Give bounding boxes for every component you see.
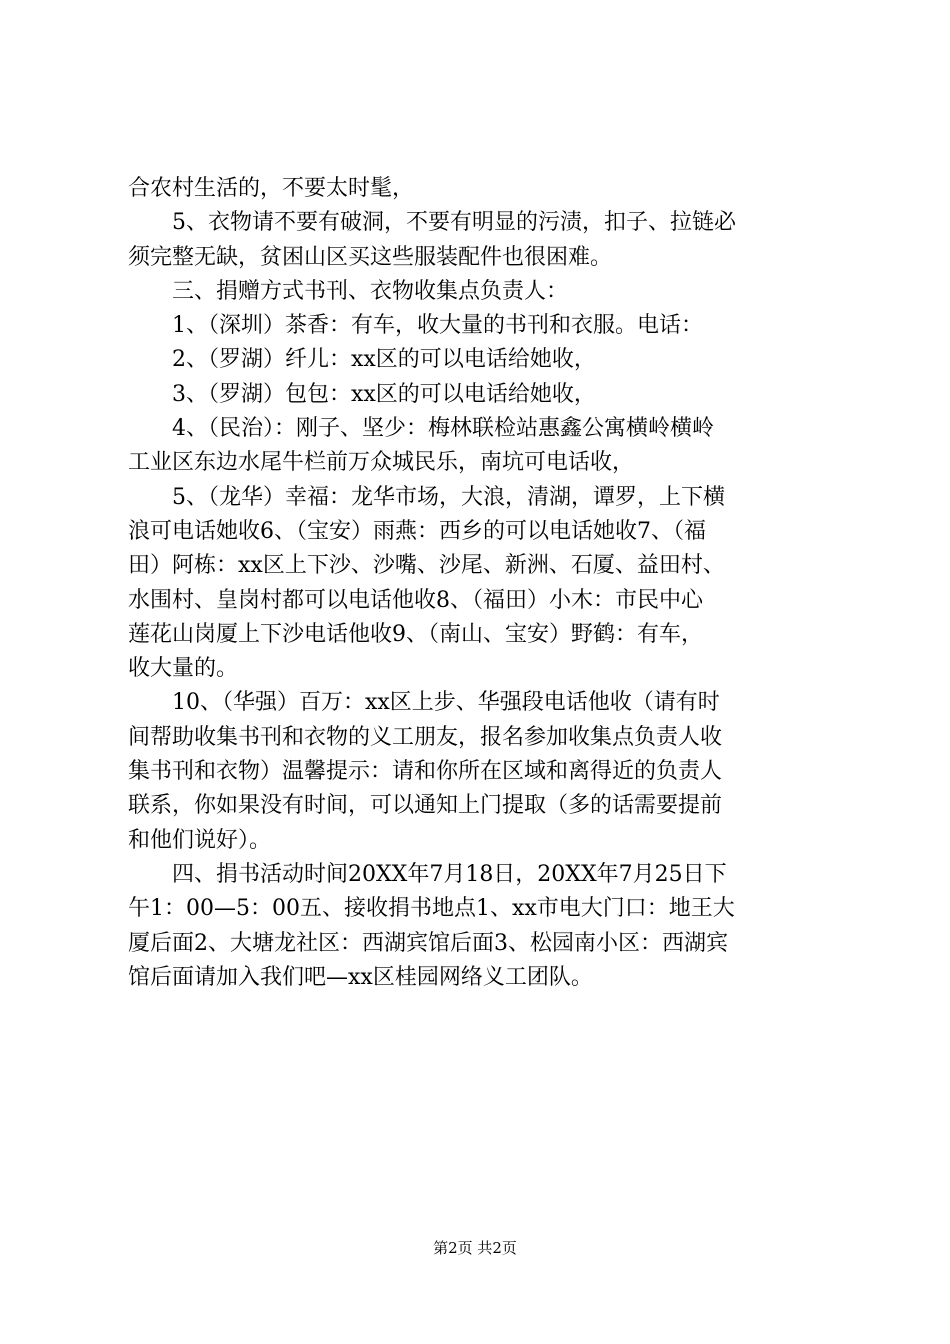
text-line: 水围村、皇岗村都可以电话他收8、（福田）小木：市民中心 — [128, 587, 703, 613]
text-line: 10、（华强）百万：xx区上步、华强段电话他收（请有时 — [128, 690, 720, 716]
text-line: 四、捐书活动时间20XX年7月18日，20XX年7月25日下 — [128, 861, 727, 887]
text-line: 2、（罗湖）纤儿：xx区的可以电话给她收， — [128, 347, 596, 373]
page-footer — [0, 1238, 950, 1258]
document-body — [128, 172, 828, 995]
text-line: 三、捐赠方式书刊、衣物收集点负责人： — [128, 278, 569, 304]
text-line: 收大量的。 — [128, 656, 239, 682]
text-line: 间帮助收集书刊和衣物的义工朋友，报名参加收集点负责人收 — [128, 724, 723, 750]
text-line: 浪可电话她收6、（宝安）雨燕：西乡的可以电话她收7、（福 — [128, 518, 706, 544]
text-line: 5、衣物请不要有破洞，不要有明显的污渍，扣子、拉链必 — [128, 210, 736, 236]
text-line: 馆后面请加入我们吧—xx区桂园网络义工团队。 — [128, 964, 593, 990]
text-line: 3、（罗湖）包包：xx区的可以电话给她收， — [128, 381, 596, 407]
text-line: 合农村生活的，不要太时髦， — [128, 176, 415, 201]
text-line: 联系，你如果没有时间，可以通知上门提取（多的话需要提前 — [128, 793, 723, 819]
text-line: 莲花山岗厦上下沙电话他收9、（南山、宝安）野鹤：有车， — [128, 621, 703, 647]
text-line: 集书刊和衣物）温馨提示：请和你所在区域和离得近的负责人 — [128, 759, 723, 785]
text-line: 1、（深圳）茶香：有车，收大量的书刊和衣服。电话： — [128, 313, 703, 339]
text-line: 厦后面2、大塘龙社区：西湖宾馆后面3、松园南小区：西湖宾 — [128, 930, 728, 956]
text-line: 午1：00—5：00五、接收捐书地点1、xx市电大门口：地王大 — [128, 896, 735, 922]
text-line: 须完整无缺，贫困山区买这些服装配件也很困难。 — [128, 244, 613, 270]
text-line: 5、（龙华）幸福：龙华市场，大浪，清湖，谭罗，上下横 — [128, 484, 725, 510]
text-line: 和他们说好）。 — [128, 827, 272, 853]
text-line: 4、（民治）：刚子、坚少：梅林联检站惠鑫公寓横岭横岭 — [128, 416, 714, 442]
text-line: 工业区东边水尾牛栏前万众城民乐，南坑可电话收， — [128, 450, 635, 476]
page-indicator: 第2页 共2页 — [433, 1239, 517, 1257]
text-line: 田）阿栋：xx区上下沙、沙嘴、沙尾、新洲、石厦、益田村、 — [128, 553, 725, 579]
